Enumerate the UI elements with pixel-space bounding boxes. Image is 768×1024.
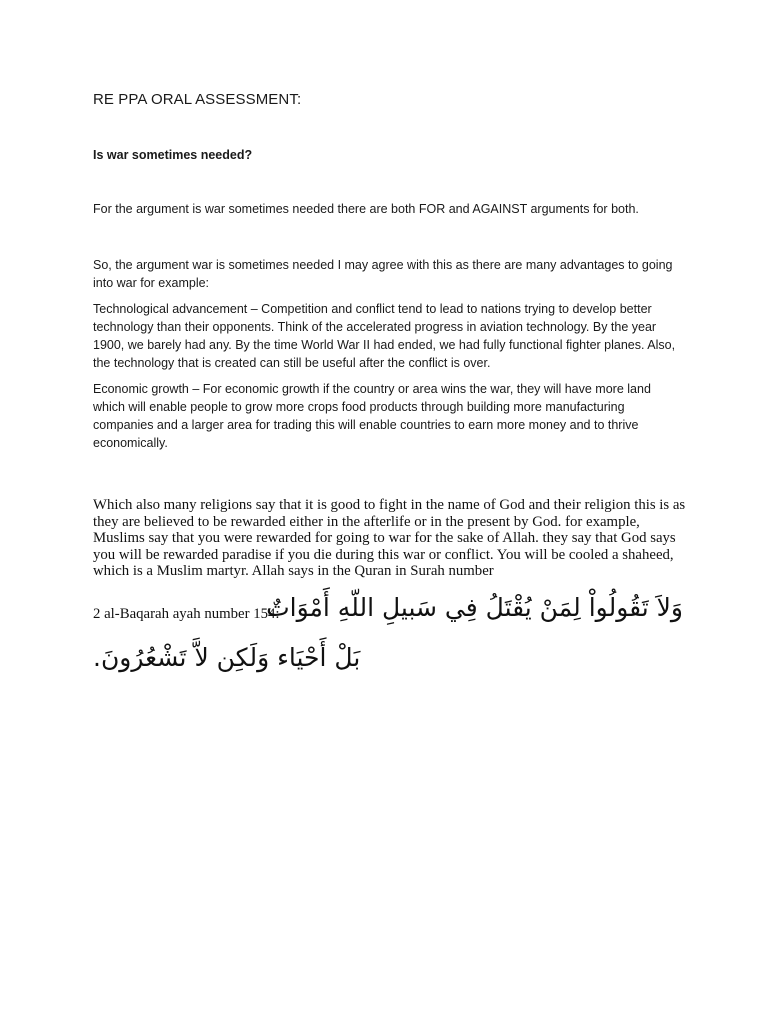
document-title: RE PPA ORAL ASSESSMENT: bbox=[93, 91, 302, 108]
economic-paragraph: Economic growth – For economic growth if the country or area wins the war, they will have more land which will enable people to grow more crops food products through building more manufacturing companies and a larger area for trading this will enable countries to earn more money and to thrive economically. bbox=[93, 382, 651, 450]
quran-reference: 2 al-Baqarah ayah number 154: bbox=[93, 606, 280, 622]
arabic-verse-line-2: بَلْ أَحْيَاء وَلَكِن لاَّ تَشْعُرُونَ. bbox=[93, 643, 361, 672]
technology-paragraph: Technological advancement – Competition and conflict tend to lead to nations trying to develop better technology than their opponents. Think of the accelerated progress in aviation technology. By the year 1900, we barely had any. By the time World War II had ended, we had fully functional fighter planes. Also, the technology that is created can still be useful after the conflict is over. bbox=[93, 302, 676, 370]
intro-paragraph: For the argument is war sometimes needed there are both FOR and AGAINST arguments for both. bbox=[93, 202, 639, 216]
arabic-verse-line-1: وَلاَ تَقُولُواْ لِمَنْ يُقْتَلُ فِي سَبيلِ اللّهِ أَمْوَاتٌ bbox=[266, 593, 683, 622]
religion-paragraph: Which also many religions say that it is good to fight in the name of God and their religion this is as they are believed to be rewarded either in the afterlife or in the present by God. for example, Muslims say that you were rewarded for going to war for the sake of Allah. they say that God says you will be rewarded paradise if you die during this war or conflict. You will be cooled a shaheed, which is a Muslim martyr. Allah says in the Quran in Surah number bbox=[93, 497, 686, 580]
question-heading: Is war sometimes needed? bbox=[93, 148, 253, 162]
quran-citation-line bbox=[93, 590, 683, 630]
agree-paragraph: So, the argument war is sometimes needed I may agree with this as there are many advantages to going into war for example: bbox=[93, 258, 673, 290]
